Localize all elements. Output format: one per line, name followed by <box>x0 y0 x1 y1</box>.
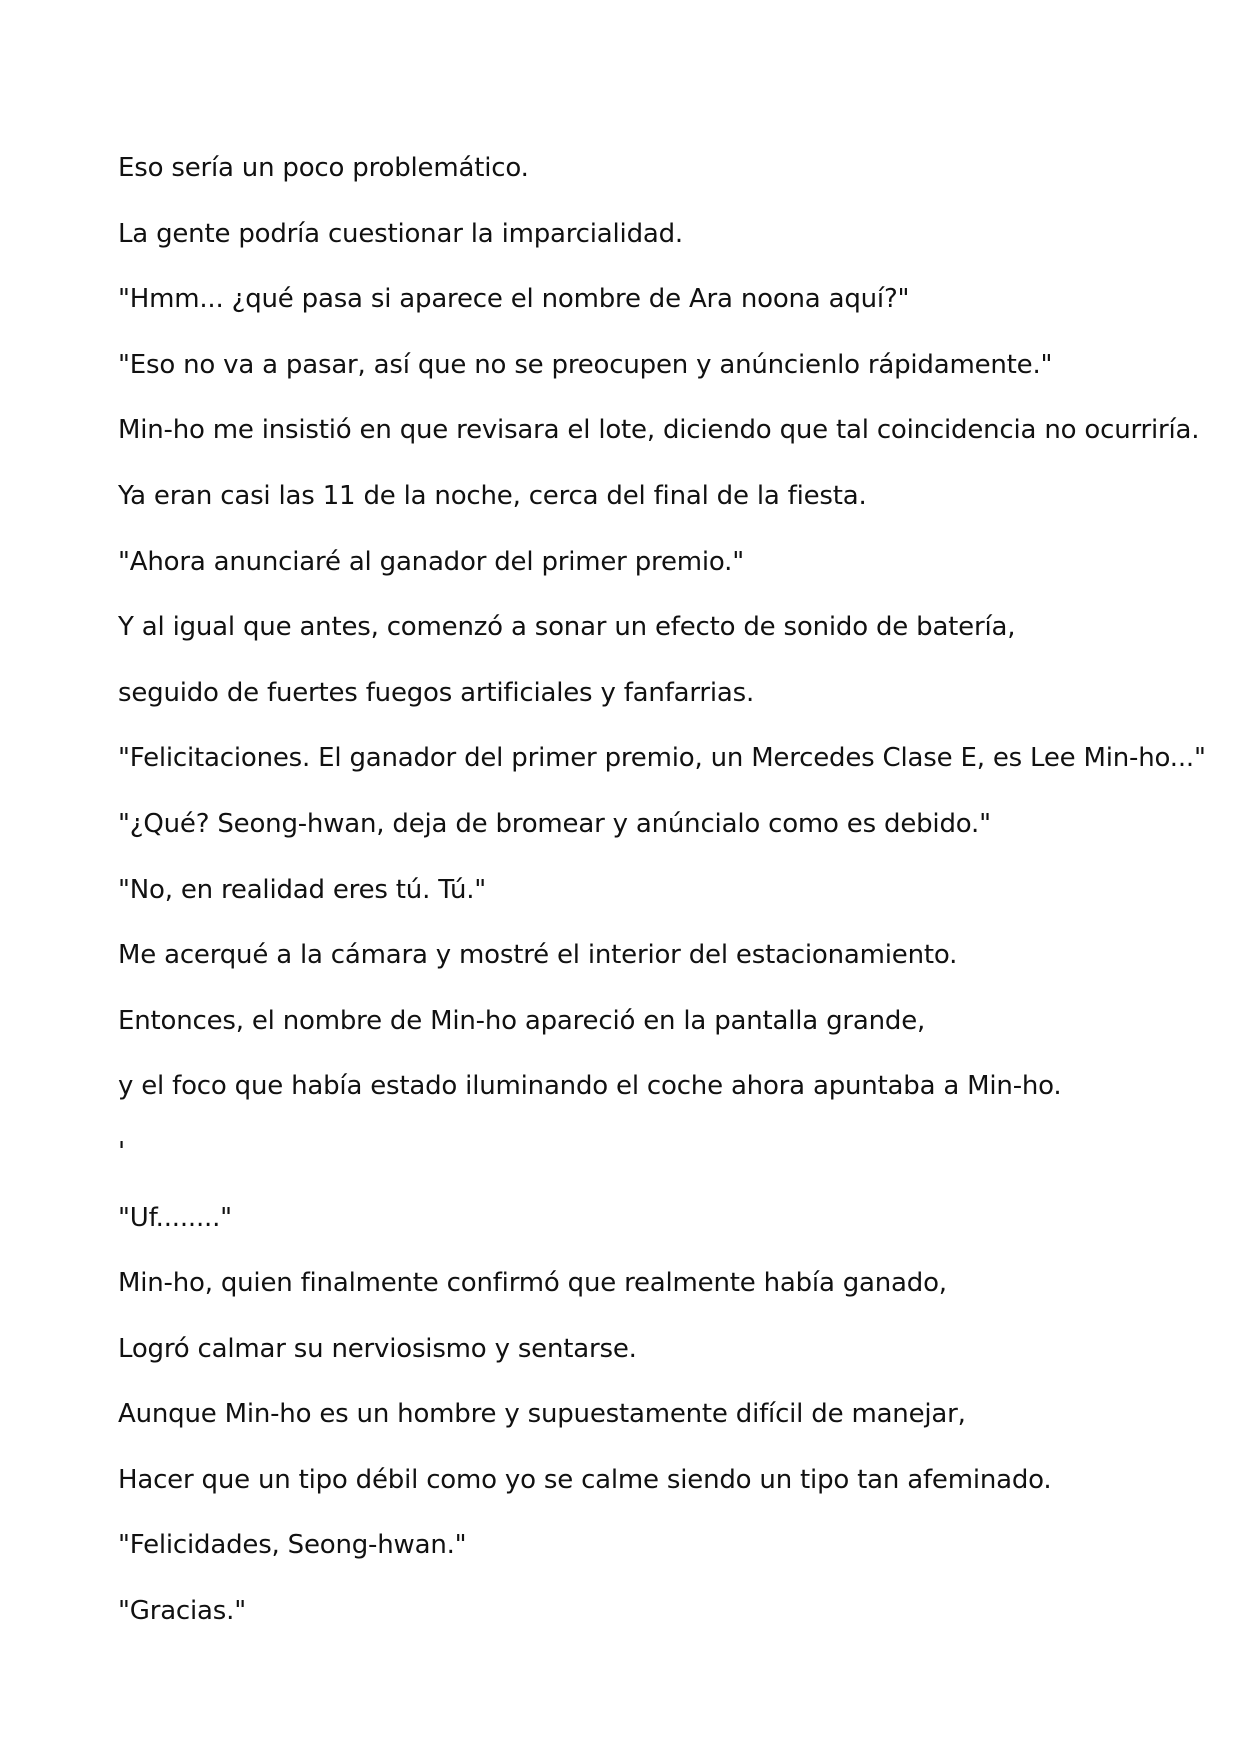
paragraph: Logró calmar su nerviosismo y sentarse. <box>118 1333 637 1364</box>
paragraph: Hacer que un tipo débil como yo se calme siendo un tipo tan afeminado. <box>118 1464 1052 1495</box>
paragraph: Y al igual que antes, comenzó a sonar un efecto de sonido de batería, <box>118 612 1016 643</box>
paragraph: Eso sería un poco problemático. <box>118 153 529 183</box>
paragraph: La gente podría cuestionar la imparcialidad. <box>118 218 683 249</box>
paragraph: Min-ho me insistió en que revisara el lote, diciendo que tal coincidencia no ocurriría. <box>118 415 1200 446</box>
paragraph: Me acerqué a la cámara y mostré el interior del estacionamiento. <box>118 940 958 971</box>
paragraph: "Gracias." <box>118 1596 246 1627</box>
paragraph: "Eso no va a pasar, así que no se preocupen y anúncienlo rápidamente." <box>118 349 1053 380</box>
paragraph: Aunque Min-ho es un hombre y supuestamente difícil de manejar, <box>118 1399 966 1430</box>
stray-mark: ' <box>118 1136 125 1167</box>
paragraph: Entonces, el nombre de Min-ho apareció en la pantalla grande, <box>118 1005 926 1036</box>
document-body <box>118 148 1206 1657</box>
paragraph: "¿Qué? Seong-hwan, deja de bromear y anúncialo como es debido." <box>118 808 991 839</box>
paragraph: "Felicidades, Seong-hwan." <box>118 1530 467 1561</box>
paragraph: y el foco que había estado iluminando el coche ahora apuntaba a Min-ho. <box>118 1071 1062 1102</box>
paragraph: "Uf........" <box>118 1202 232 1233</box>
paragraph: Min-ho, quien finalmente confirmó que realmente había ganado, <box>118 1268 947 1299</box>
paragraph: "Hmm... ¿qué pasa si aparece el nombre de Ara noona aquí?" <box>118 284 910 315</box>
paragraph: "Ahora anunciaré al ganador del primer premio." <box>118 546 744 577</box>
paragraph: "No, en realidad eres tú. Tú." <box>118 874 487 905</box>
paragraph: "Felicitaciones. El ganador del primer premio, un Mercedes Clase E, es Lee Min-ho..." <box>118 743 1206 774</box>
paragraph: seguido de fuertes fuegos artificiales y fanfarrias. <box>118 677 755 708</box>
paragraph: Ya eran casi las 11 de la noche, cerca del final de la fiesta. <box>118 480 867 511</box>
